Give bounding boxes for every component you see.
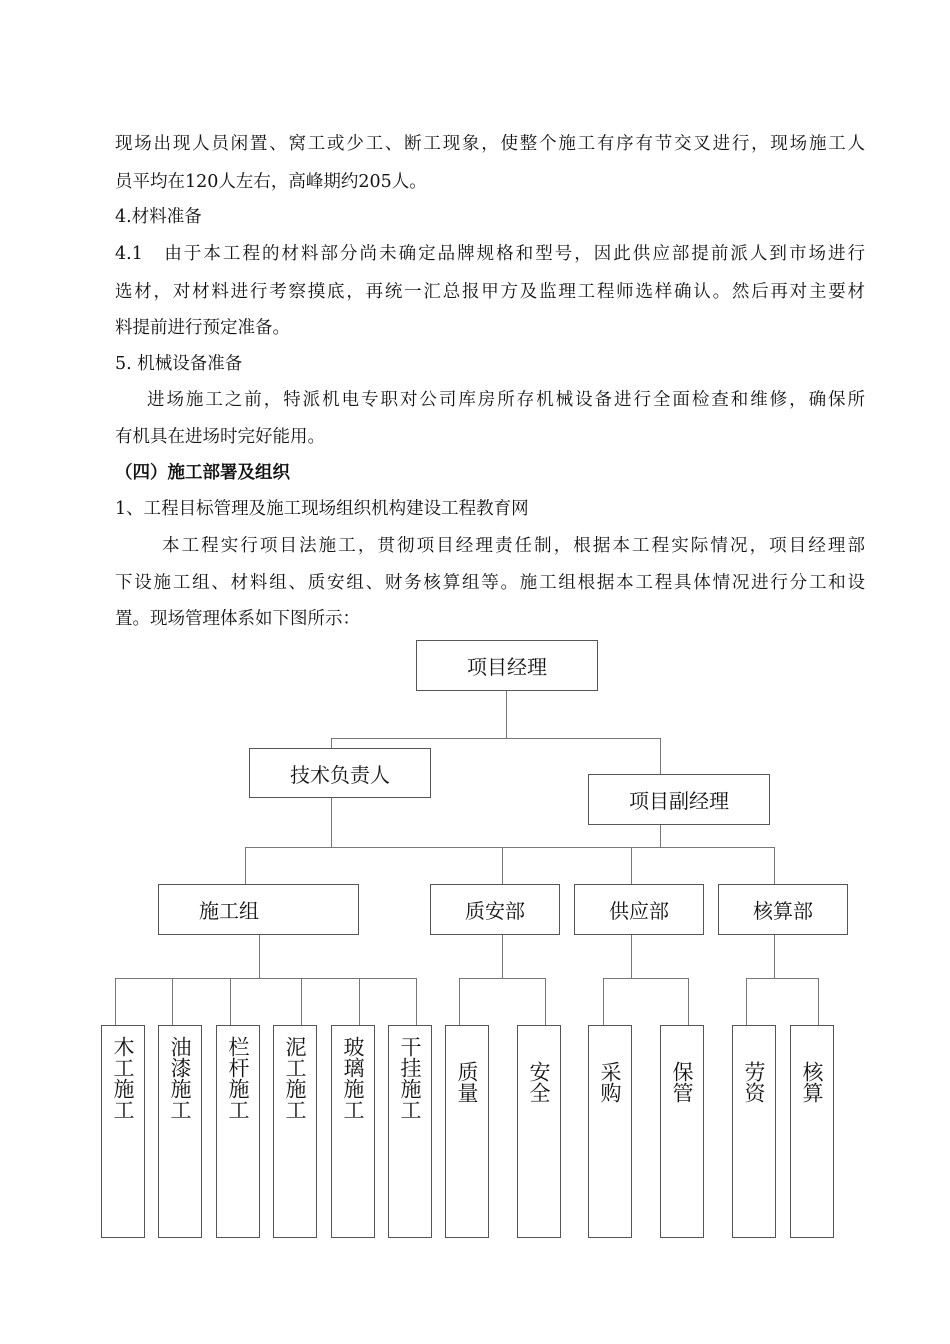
connector <box>688 978 689 1026</box>
org-leaf: 采购 <box>588 1025 632 1238</box>
connector <box>660 738 661 775</box>
org-leaf: 木工施工 <box>101 1025 145 1238</box>
org-node-deputy-manager: 项目副经理 <box>588 774 770 825</box>
org-leaf: 栏杆施工 <box>216 1025 260 1238</box>
org-leaf: 泥工施工 <box>273 1025 317 1238</box>
org-node-construction-group: 施工组 <box>158 884 359 935</box>
connector <box>545 978 546 1026</box>
paragraph-line: 进场施工之前，特派机电专职对公司库房所存机械设备进行全面检查和维修，确保所 <box>147 390 865 410</box>
heading-materials: 4.材料准备 <box>115 207 202 227</box>
org-leaf: 干挂施工 <box>388 1025 432 1238</box>
connector <box>245 847 246 884</box>
connector <box>746 978 819 979</box>
connector <box>502 847 503 884</box>
org-leaf: 油漆施工 <box>158 1025 202 1238</box>
connector <box>115 978 116 1026</box>
connector <box>631 847 632 884</box>
connector <box>746 978 747 1026</box>
paragraph-line: 选材，对材料进行考察摸底，再统一汇总报甲方及监理工程师选样确认。然后再对主要材 <box>115 282 865 302</box>
paragraph-line: 现场出现人员闲置、窝工或少工、断工现象，使整个施工有序有节交叉进行，现场施工人 <box>115 134 865 154</box>
subsection-heading: 1、工程目标管理及施工现场组织机构建设工程教育网 <box>115 499 529 519</box>
section-heading: （四）施工部署及组织 <box>115 463 290 483</box>
connector <box>259 934 260 978</box>
org-leaf: 安全 <box>517 1025 561 1238</box>
connector <box>774 934 775 978</box>
org-node-technical-lead: 技术负责人 <box>249 748 431 798</box>
connector <box>459 978 460 1026</box>
connector <box>603 978 604 1026</box>
connector <box>331 797 332 847</box>
connector <box>359 978 360 1026</box>
connector <box>230 978 231 1026</box>
connector <box>115 978 417 979</box>
org-node-supply: 供应部 <box>574 884 704 935</box>
paragraph-line: 本工程实行项目法施工，贯彻项目经理责任制，根据本工程实际情况，项目经理部 <box>162 536 865 556</box>
connector <box>660 824 661 847</box>
connector <box>416 978 417 1026</box>
connector <box>502 934 503 978</box>
connector <box>301 978 302 1026</box>
paragraph-line: 有机具在进场时完好能用。 <box>115 427 325 447</box>
org-leaf: 玻璃施工 <box>331 1025 375 1238</box>
connector <box>331 738 661 739</box>
connector <box>506 690 507 738</box>
connector <box>818 978 819 1026</box>
connector <box>631 934 632 978</box>
org-leaf: 劳资 <box>732 1025 776 1238</box>
org-node-project-manager: 项目经理 <box>416 640 598 691</box>
org-leaf: 质量 <box>445 1025 489 1238</box>
connector <box>774 847 775 884</box>
org-node-accounting: 核算部 <box>718 884 848 935</box>
heading-equipment: 5. 机械设备准备 <box>115 354 243 374</box>
paragraph-line: 下设施工组、材料组、质安组、财务核算组等。施工组根据本工程具体情况进行分工和设 <box>115 573 865 593</box>
paragraph-line: 4.1 由于本工程的材料部分尚未确定品牌规格和型号，因此供应部提前派人到市场进行 <box>115 244 865 264</box>
connector <box>172 978 173 1026</box>
paragraph-line: 料提前进行预定准备。 <box>115 318 290 338</box>
connector <box>459 978 546 979</box>
org-leaf: 保管 <box>660 1025 704 1238</box>
org-leaf: 核算 <box>790 1025 834 1238</box>
connector <box>603 978 689 979</box>
paragraph-line: 置。现场管理体系如下图所示： <box>115 609 360 629</box>
paragraph-line: 员平均在120人左右，高峰期约205人。 <box>115 172 427 192</box>
connector <box>245 847 775 848</box>
org-node-quality-safety: 质安部 <box>430 884 560 935</box>
